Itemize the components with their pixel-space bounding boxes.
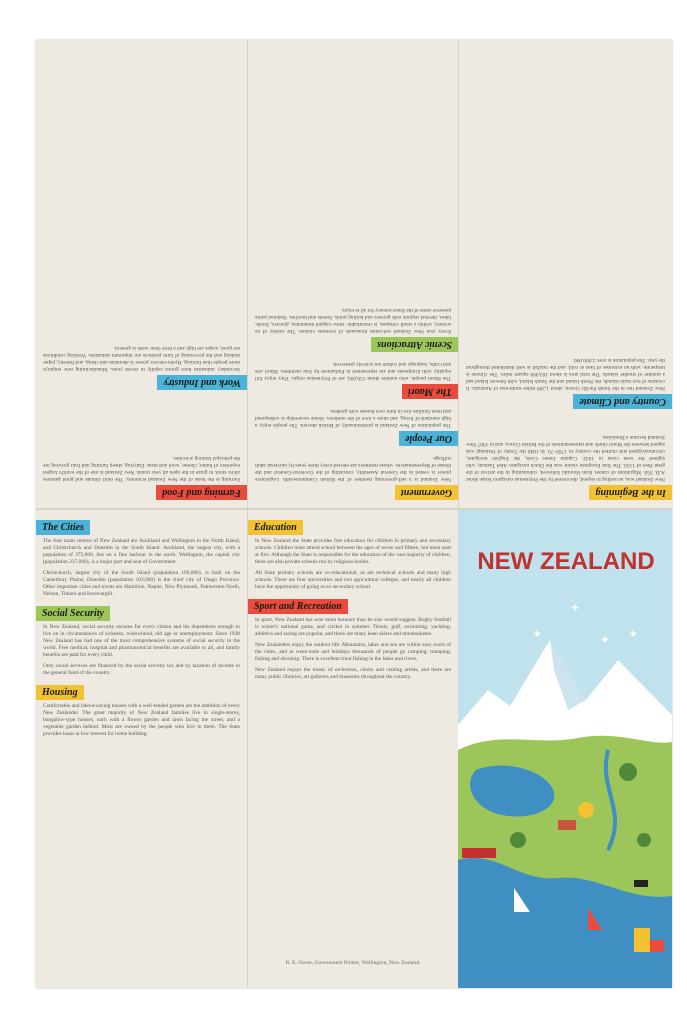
section-farming-heading: Farming and Food — [156, 485, 247, 500]
section-farming-text: Farming is the basis of the New Zealand economy. The mild climate and good pastures allow stock to graze in the open all year round. New Zealand is one of the world's largest exporters of butter, cheese, wool and meat. Dairying, sheep farming and fruit growing are the principal farming activities. — [43, 455, 240, 482]
section-government-text: New Zealand is a self-governing member of the British Commonwealth. Legislative power is vested in the General Assembly, consisting of the Governor-General and the House of Representatives, whose members are elected every three years by universal adult suffrage. — [255, 455, 451, 482]
printer-credit: R. E. Owen, Government Printer, Wellington, New Zealand. — [285, 960, 421, 966]
section-social-text-2: Only social services are financed by the social security tax and by taxation of income in the general fund of the country. — [43, 663, 240, 676]
section-scenic-heading: Scenic Attractions — [371, 337, 458, 352]
section-sport-text-2: New Zealanders enjoy the outdoor life. Mountains, lakes and sea are within easy reach of the cities, and at week-ends and holidays thousands of people go camping, tramping, fishing and shooting. There is excellent trout fishing in the lakes and rivers. — [255, 642, 451, 662]
section-education-text-2: All State primary schools are co-educational, as are technical schools and many high schools. There are four universities and two agricultural colleges, and nearly all children have the opportunity of going on to secondary school. — [255, 570, 451, 590]
hut-icon — [558, 820, 576, 830]
panel-farming-work — [36, 40, 247, 508]
section-country-heading: Country and Climate — [573, 394, 672, 409]
panel-government-maori — [248, 40, 458, 508]
section-work-text: Secondary industries have grown rapidly in recent years. Manufacturing now employs more people than farming. Hydro-electric power is abundant and cheap, and forestry, paper making and the processing of farm products are important industries. Working conditions are good, wages are high and a forty-hour week is general. — [43, 345, 240, 372]
section-cities-text-1: The four main centres of New Zealand are Auckland and Wellington in the North Island, and Christchurch and Dunedin in the South Island. Auckland, the largest city, with a population of 375,000, lies on a fine harbour in the north. Wellington, the capital city (population 237,000), is a major port and seat of Government. — [43, 538, 240, 565]
section-education-heading: Education — [248, 520, 303, 535]
section-government-heading: Government — [395, 485, 458, 500]
panel-beginning-country — [459, 40, 672, 508]
section-cities-text-2: Christchurch, largest city of the South Island (population 196,000), is built on the Canterbury Plains; Dunedin (population 102,000) is the chief city of Otago Province. Other important cities and towns are Hamilton, Napier, New Plymouth, Palmerston North, Nelson, Timaru and Invercargill. — [43, 570, 240, 597]
star-icon: ✦ — [570, 601, 581, 615]
cover-illustration — [458, 510, 672, 988]
building-icon — [650, 940, 664, 952]
tree-icon — [637, 833, 651, 847]
section-scenic-text: Every year New Zealand welcomes thousands of overseas visitors. The variety of its scenery, within a small compass, is remarkable: snow-capped mountains, glaciers, fiords, lakes, thermal regions with geysers and boiling pools, forests and beaches. National parks preserve some of the finest scenery for all to enjoy. — [255, 307, 451, 334]
section-maori-heading: The Maori — [402, 384, 458, 399]
section-beginning-text: New Zealand was, according to legend, discovered by the Polynesian navigator Kupe about A.D. 950. Migrations of canoes from Hawaiki followed, culminating in the arrival of the great fleet of 1350. The first European visitor was the Dutch navigator Abel Tasman, who sighted the west coast in 1642. Captain James Cook, the English navigator, circumnavigated and charted the country in 1769–70. In 1840 the Treaty of Waitangi was signed between the Maori chiefs and representatives of the British Crown, and in 1907 New Zealand became a Dominion. — [466, 434, 665, 482]
tree-icon — [619, 763, 637, 781]
panel-education-sport — [248, 512, 458, 952]
sun-flower-icon — [578, 802, 594, 818]
section-sport-text-1: In sport, New Zealand has won more honours than its size would suggest. Rugby football is winter's national game, and cricket in summer. Tennis, golf, swimming, yachting, athletics and racing are popular, and there are many keen skiers and mountaineers. — [255, 617, 451, 637]
section-work-heading: Work and Industry — [157, 375, 247, 390]
cow-icon — [634, 880, 648, 887]
section-people-heading: Our People — [399, 431, 458, 446]
section-social-text-1: In New Zealand, social security ensures for every citizen and his dependents enough to live on in circumstances of sickness, widowhood, old age or unemployment. Since 1938 New Zealand has had one of the most comprehensive systems of social security in the world. Free medical, hospital and pharmaceutical benefits are available to all, and family benefits are paid for every child. — [43, 624, 240, 658]
section-sport-heading: Sport and Recreation — [248, 599, 348, 614]
section-people-text: The population of New Zealand is predominantly of British descent. The people enjoy a high standard of living, and share a love of the outdoors. Home ownership is widespread and most families live in their own houses with gardens. — [255, 408, 451, 428]
section-housing-text: Comfortable and labour-saving houses with a well-tended garden are the ambition of every New Zealander. The great majority of New Zealand families live in single-storey, bungalow-type houses, each with a flower garden and lawn facing the street, and a vegetable garden behind. Most are owned by the people who live in them. The State provides loans at low interest for home building. — [43, 703, 240, 737]
cover-panel — [458, 510, 672, 988]
cover-title: NEW ZEALAND — [477, 548, 655, 575]
train-icon — [462, 848, 496, 858]
building-icon — [634, 928, 650, 952]
section-country-text: New Zealand lies in the South Pacific Ocean, about 1,200 miles south-east of Australia. It consists of two main islands, the North Island and the South Island, with Stewart Island and a number of smaller islands. The total area is about 103,000 square miles. The climate is temperate, with no extremes of heat or cold, and the rainfall is well distributed throughout the year. The population is over 2,000,000. — [466, 357, 665, 391]
section-education-text-1: In New Zealand the State provides free education for children in primary and secondary schools. Children must attend school between the ages of seven and fifteen, but most start at five. Although the State is responsible for the education of the vast majority of children, there are also private schools run by religious bodies. — [255, 538, 451, 565]
section-beginning-heading: In the Beginning — [589, 485, 672, 500]
section-sport-text-3: New Zealand enjoys the music of orchestras, choirs and visiting artists, and there are many public libraries, art galleries and museums throughout the country. — [255, 667, 451, 680]
tree-icon — [510, 832, 526, 848]
section-cities-heading: The Cities — [36, 520, 90, 535]
star-icon: ✦ — [532, 627, 543, 641]
section-housing-heading: Housing — [36, 685, 84, 700]
star-icon: ✦ — [628, 627, 639, 641]
section-maori-text: The Maori people, who number about 150,000, are of Polynesian origin. They enjoy full equality with Europeans and are represented in Parliament by four members. Maori arts and crafts, language and culture are actively preserved. — [255, 361, 451, 381]
panel-cities-social-housing — [36, 512, 247, 988]
star-icon: ✦ — [600, 633, 611, 647]
section-social-heading: Social Security — [36, 606, 110, 621]
